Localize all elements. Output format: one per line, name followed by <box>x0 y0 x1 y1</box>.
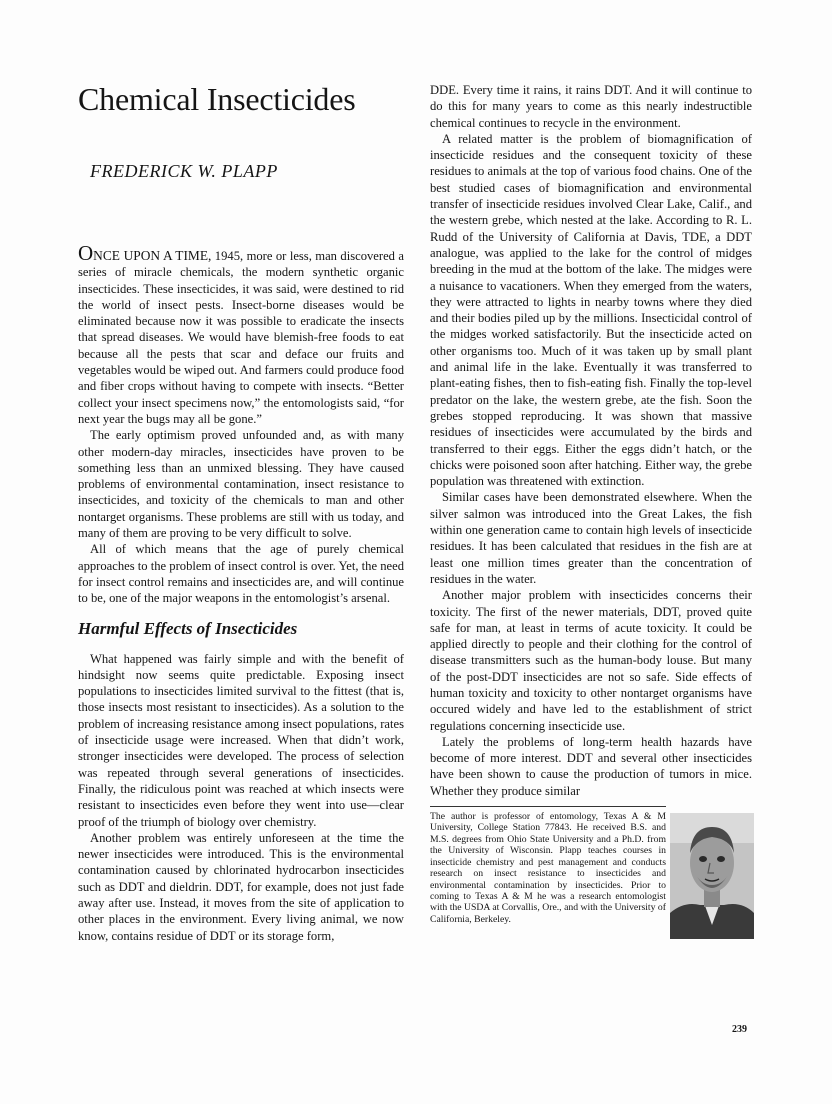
paragraph: Another major problem with insecticides concerns their toxicity. The first of the newer materials, DDT, proved quite safe for man, at least in terms of acute toxicity. It could be applied directly to people and their clothing for the control of disease transmitters such as the human-body louse. But many of the post-DDT insecticides are not so safe. Side effects of human toxicity and toxicity to other nontarget organisms have occured widely and have led to the establishment of strict regulations concerning insecticide use. <box>430 588 752 733</box>
author-photo <box>670 813 754 939</box>
left-column <box>78 80 404 944</box>
paragraph: What happened was fairly simple and with the benefit of hindsight now seems quite predictable. Exposing insect populations to insecticides limited survival to the fittest (that is, those insects most resistant to insecticides). As a solution to the problem of increasing resistance among insect populations, rates of insecticide usage were increased. When that didn’t work, stronger insecticides were developed. The process of selection was repeated through several generations of insecticides. Finally, the ridiculous point was reached at which insects were resistant to insecticides even before they went into use—clear proof of the triumph of biology over chemistry. <box>78 651 404 829</box>
article-title: Chemical Insecticides <box>78 81 356 117</box>
bio-divider <box>430 806 666 807</box>
drop-cap: O <box>78 241 94 265</box>
author-bio-box <box>430 811 752 947</box>
opening-text: 1945, more or less, man discovered a series of miracle chemicals, the modern synthetic organic insecticides. These insecticides, it was said, were destined to rid the world of insect pests. Insect-borne diseases would be eliminated because now it was possible to eradicate the insects that spread diseases. We would have blemish-free foods to eat because all the pests that scar and deface our fruits and vegetables would be wiped out. And farmers could produce food and fiber crops without having to compete with insects. “Better collect your insect specimens now,” the entomologists said, “for next year the bugs may all be gone.” <box>78 249 404 426</box>
paragraph: Lately the problems of long-term health hazards have become of more interest. DDT and several other insecticides have been shown to cause the production of tumors in mice. Whether they produce similar <box>430 734 752 798</box>
author-bio: The author is professor of entomology, Texas A & M University, College Station 77843. He received B.S. and M.S. degrees from Ohio State University and a Ph.D. from the University of Wisconsin. Plapp teaches courses in insecticide chemistry and pest management and conducts research on insect resistance to insecticides and environmental contamination by insecticides. Prior to coming to Texas A & M he was a research entomologist with the USDA at Corvallis, Ore., and with the University of California, Berkeley. <box>430 811 666 925</box>
page-number: 239 <box>732 1024 747 1035</box>
left-body <box>78 241 404 944</box>
article-author: FREDERICK W. PLAPP <box>90 161 278 181</box>
paragraph: Similar cases have been demonstrated elsewhere. When the silver salmon was introduced into the Great Lakes, the fish within one generation came to contain high levels of insecticide residues. It has been calculated that residues in the fish are at least one million times greater than the concentration of residues in the water. <box>430 490 752 586</box>
section-heading: Harmful Effects of Insecticides <box>78 618 298 638</box>
right-column <box>430 82 752 947</box>
paragraph: Another problem was entirely unforeseen at the time the newer insecticides were introduced. This is the environmental contamination caused by chlorinated hydrocarbon insecticides such as DDT and dieldrin. DDT, for example, does not just fade away after use. Instead, it moves from the site of application to other places in the environment. Every living animal, we now know, contains residue of DDT or its storage form, <box>78 830 404 943</box>
paragraph: DDE. Every time it rains, it rains DDT. And it will continue to do this for many years to come as this nearly indestructible chemical continues to recycle in the environment. <box>430 83 752 130</box>
opening-smallcaps: NCE UPON A TIME, <box>93 248 212 263</box>
paragraph: The early optimism proved unfounded and, as with many other modern-day miracles, insecticides have proven to be something less than an unmixed blessing. They have caused problems of environmental contamination, insect resistance to insecticides, and toxicity of the chemicals to man and other nontarget organisms. These problems are still with us today, and many of them are proving to be very difficult to solve. <box>78 428 404 541</box>
author-portrait-icon <box>670 813 754 939</box>
paragraph: All of which means that the age of purely chemical approaches to the problem of insect control is over. Yet, the need for insect control remains and insecticides are, and will continue to be, one of the major weapons in the entomologist’s arsenal. <box>78 542 404 606</box>
opening-paragraph <box>78 241 404 427</box>
paragraph: A related matter is the problem of biomagnification of insecticide residues and the consequent toxicity of these residues to animals at the top of various food chains. One of the best studied cases of biomagnification and environmental transfer of insecticide residues involved Clear Lake, Calif., and the western grebe, which nested at the lake. According to R. L. Rudd of the University of California at Davis, TDE, a DDT analogue, was applied to the lake for the control of midges breeding in the mud at the bottom of the lake. The midges were a nuisance to vacationers. When they emerged from the waters, they were attracted to lights in nearby towns where they died and their bodies piled up by the millions. Insecticidal control of the midges worked satisfactorily. But the insecticide acted on other organisms too. Much of it was taken up by small plant and animal life in the lake. Eventually it was transferred to plant-eating fishes, then to fish-eating fish. Finally the top-level predator on the lake, the western grebe, ate the fish. Soon the grebes stopped reproducing. It was shown that massive residues of insecticides were accumulated by the birds and transferred to their eggs. Either the eggs didn’t hatch, or the chicks were poisoned soon after hatching. Either way, the grebe population was threatened with extinction. <box>430 131 752 489</box>
